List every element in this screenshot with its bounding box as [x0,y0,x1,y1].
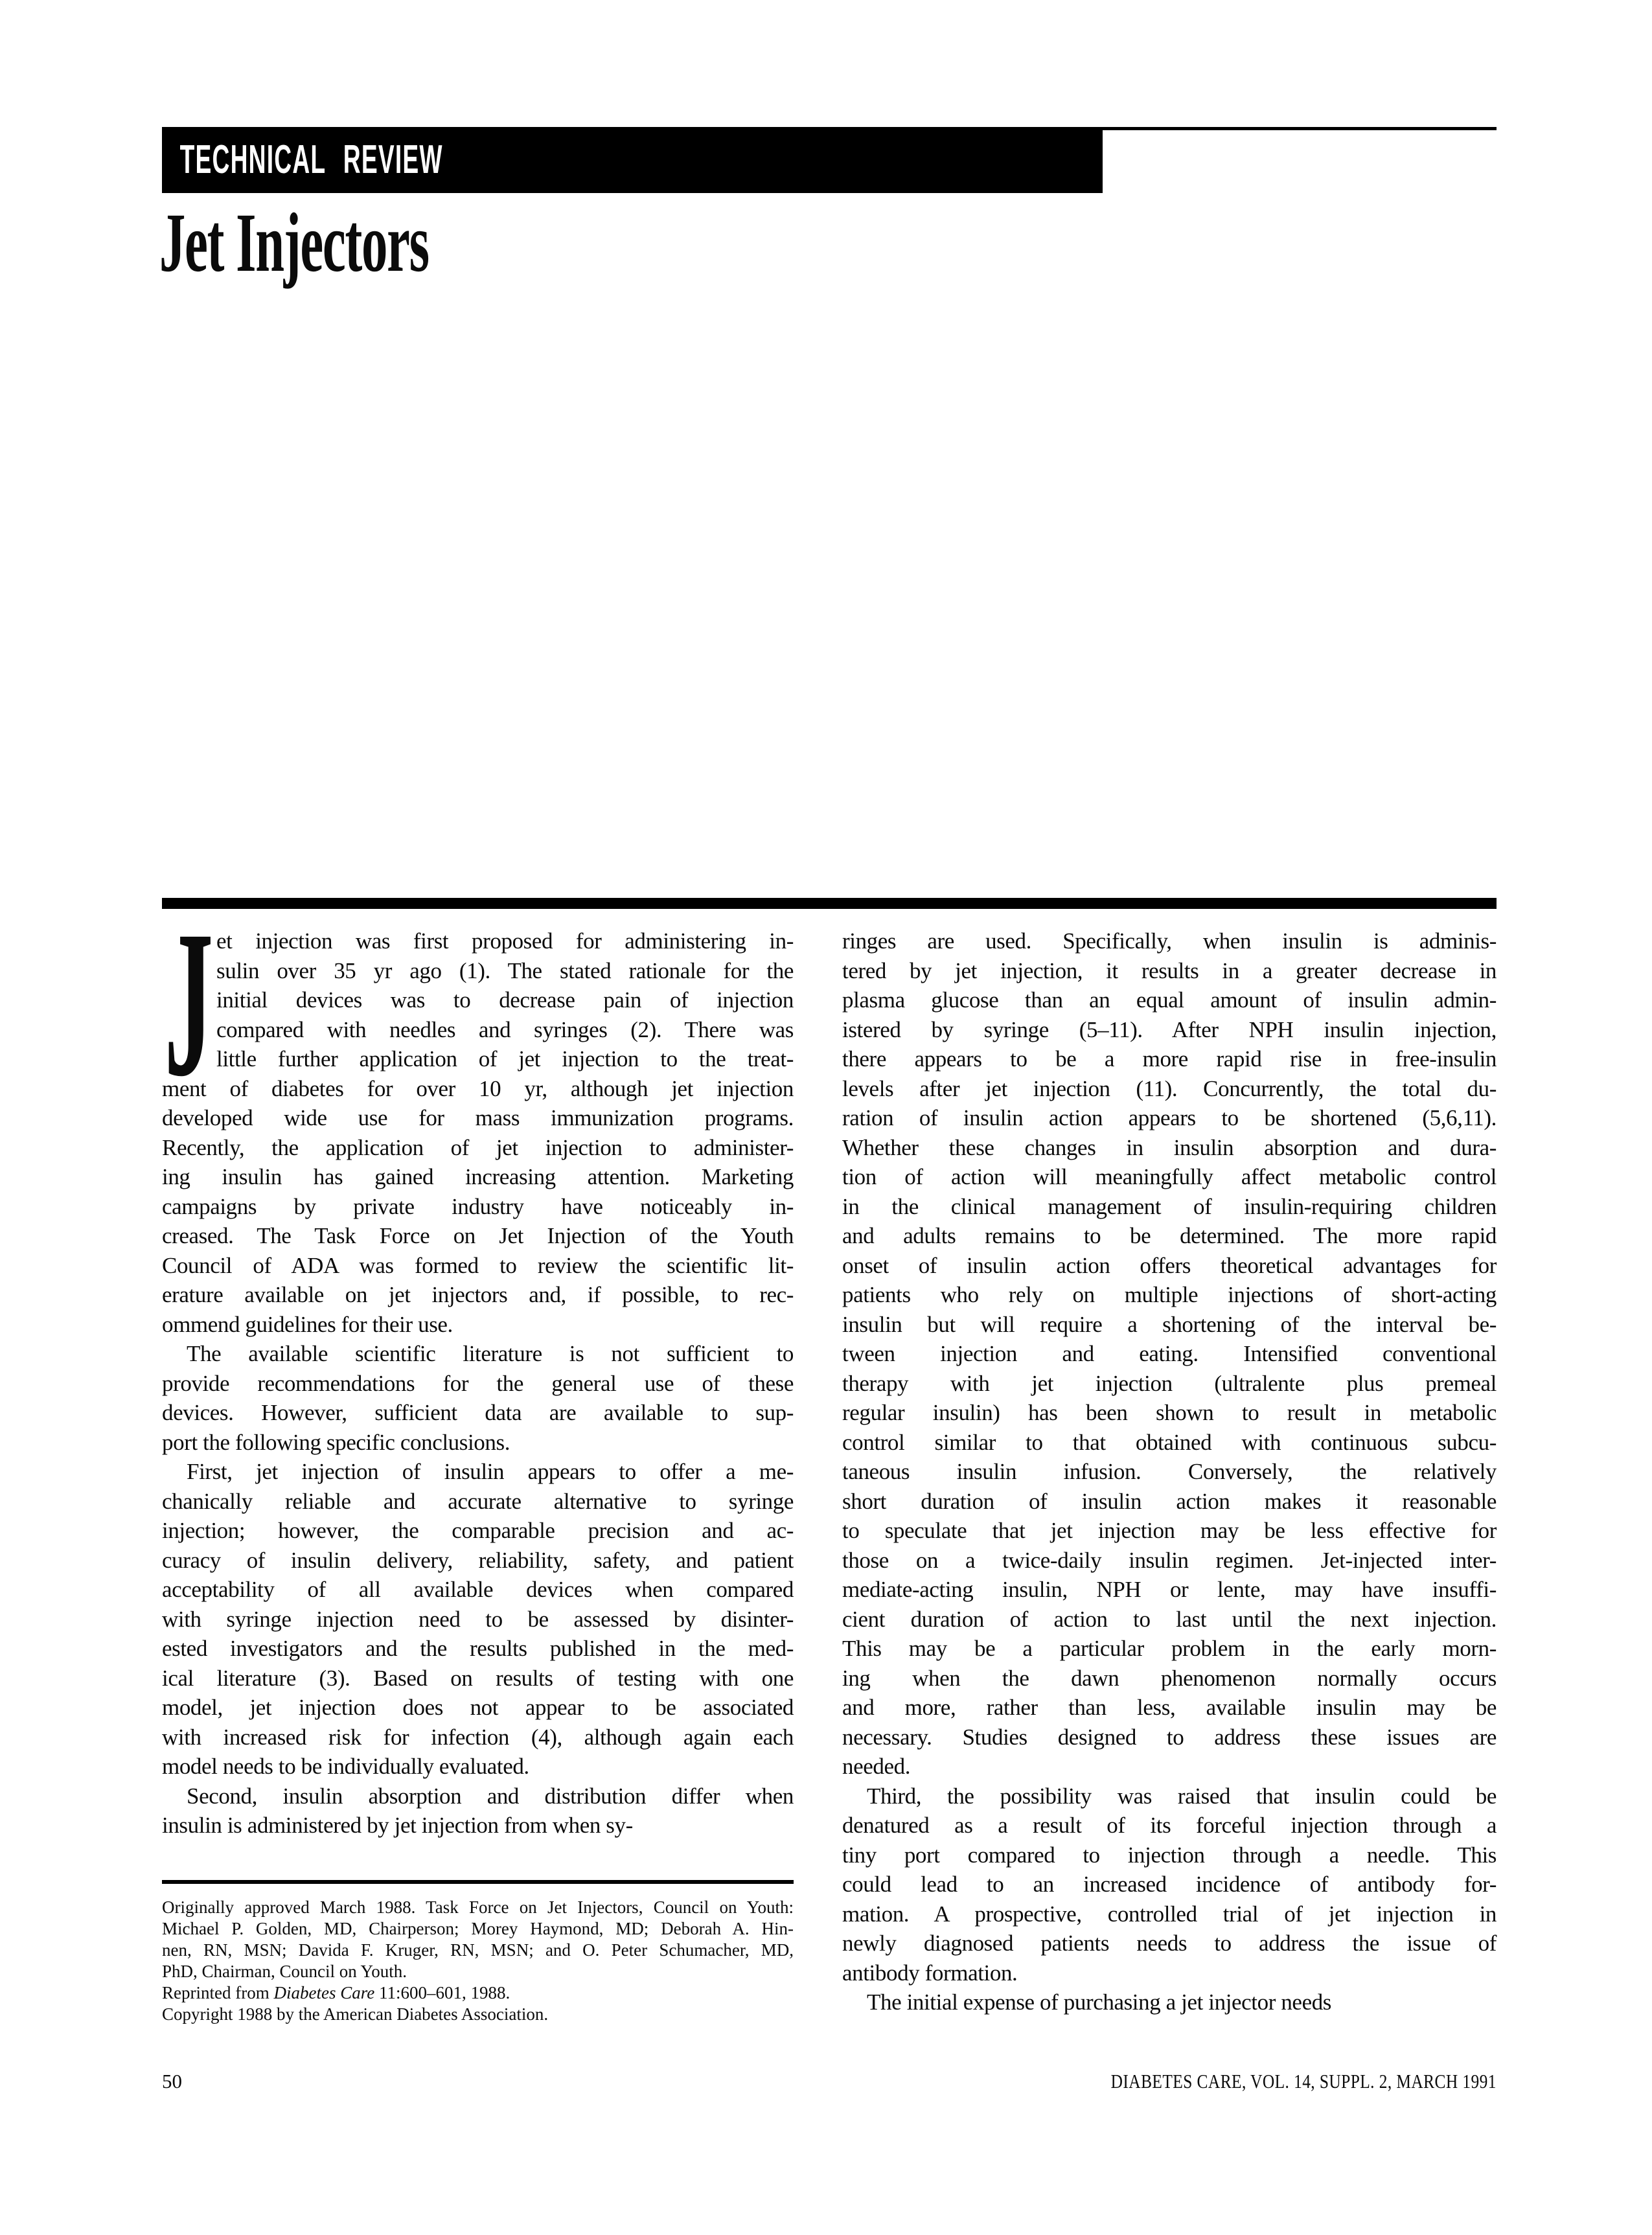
paragraph-intro [162,926,794,1339]
text-line: ested investigators and the results published in the med- [162,1636,794,1661]
text-line: ing when the dawn phenomenon normally occurs [842,1665,1497,1691]
text-line: needed. [842,1754,911,1779]
text-line: taneous insulin infusion. Conversely, the relatively [842,1459,1497,1484]
footnote-approval [162,1897,794,1982]
left-column [162,887,794,2017]
section-banner-label: TECHNICAL REVIEW [179,137,443,182]
text-line: campaigns by private industry have noticeably in- [162,1193,794,1219]
journal-citation: DIABETES CARE, VOL. 14, SUPPL. 2, MARCH 1991 [1110,2070,1497,2092]
text-line: sulin over 35 yr ago (1). The stated rationale for the [216,957,794,983]
text-line: Council of ADA was formed to review the scientific lit- [162,1252,794,1278]
paragraph-third-conclusion [842,1782,1497,1988]
text-line: levels after jet injection (11). Concurrently, the total du- [842,1075,1497,1101]
text-line: First, jet injection of insulin appears to offer a me- [187,1459,794,1484]
text-line: short duration of insulin action makes it reasonable [842,1488,1497,1514]
section-banner [162,127,1103,193]
text-line: there appears to be a more rapid rise in free-insulin [842,1046,1497,1072]
text-line: nen, RN, MSN; Davida F. Kruger, RN, MSN; and O. Peter Schumacher, MD, [162,1940,794,1960]
footnote-reprint-prefix: Reprinted from [162,1983,274,2002]
text-line: tiny port compared to injection through a needle. This [842,1842,1497,1868]
text-line: to speculate that jet injection may be less effective for [842,1518,1497,1543]
text-line: mation. A prospective, controlled trial of jet injection in [842,1901,1497,1927]
text-line: PhD, Chairman, Council on Youth. [162,1962,407,1981]
text-line: port the following specific conclusions. [162,1429,511,1455]
text-line: initial devices was to decrease pain of injection [216,987,794,1013]
text-line: et injection was first proposed for administering in- [216,928,794,954]
paragraph-first-conclusion [162,1457,794,1782]
dropcap-letter: J [165,887,213,1120]
text-line: developed wide use for mass immunization programs. [162,1105,794,1130]
text-line: Whether these changes in insulin absorption and dura- [842,1134,1497,1160]
text-line: provide recommendations for the general use of these [162,1370,794,1396]
text-line: ration of insulin action appears to be shortened (5,6,11). [842,1105,1497,1130]
text-line: mediate-acting insulin, NPH or lente, may have insuffi- [842,1577,1497,1602]
text-line: Third, the possibility was raised that insulin could be [867,1783,1497,1809]
text-line: ment of diabetes for over 10 yr, although jet injection [162,1075,794,1101]
text-line: insulin but will require a shortening of the interval be- [842,1311,1497,1337]
paragraph-expense-start [842,1988,1497,2017]
text-line: tion of action will meaningfully affect metabolic control [842,1164,1497,1189]
text-line: The available scientific literature is not sufficient to [187,1341,794,1366]
text-line: istered by syringe (5–11). After NPH insulin injection, [842,1016,1497,1042]
text-line: cient duration of action to last until the next injection. [842,1606,1497,1632]
text-line: with syringe injection need to be assessed by disinter- [162,1606,794,1632]
text-line: could lead to an increased incidence of antibody for- [842,1872,1497,1897]
footnote-reprint-journal: Diabetes Care [273,1983,375,2002]
text-line: ringes are used. Specifically, when insulin is adminis- [842,928,1497,954]
text-line: curacy of insulin delivery, reliability, safety, and patient [162,1547,794,1573]
text-line: with increased risk for infection (4), although again each [162,1724,794,1750]
text-line: ing insulin has gained increasing attention. Marketing [162,1164,794,1189]
text-line: therapy with jet injection (ultralente plus premeal [842,1370,1497,1396]
text-line: injection; however, the comparable precision and ac- [162,1518,794,1543]
paragraph-second-conclusion-cont [842,926,1497,1782]
text-line: The initial expense of purchasing a jet injector needs [867,1989,1332,2015]
text-line: Second, insulin absorption and distribution differ when [187,1783,794,1809]
right-column [842,926,1497,2017]
footnote-copyright: Copyright 1988 by the American Diabetes Association. [162,2004,549,2024]
column-top-rule [162,898,1497,909]
text-line: erature available on jet injectors and, if possible, to rec- [162,1282,794,1307]
text-line: tered by jet injection, it results in a greater decrease in [842,957,1497,983]
text-line: those on a twice-daily insulin regimen. Jet-injected inter- [842,1547,1497,1573]
text-line: and adults remains to be determined. The more rapid [842,1223,1497,1248]
text-line: plasma glucose than an equal amount of insulin admin- [842,987,1497,1013]
text-line: compared with needles and syringes (2). There was [216,1016,794,1042]
text-line: in the clinical management of insulin-requiring children [842,1193,1497,1219]
footnote-reprint [162,1982,794,2004]
text-line: acceptability of all available devices when compared [162,1577,794,1602]
footnote-reprint-suffix: 11:600–601, 1988. [374,1983,511,2002]
text-line: Michael P. Golden, MD, Chairperson; Morey Haymond, MD; Deborah A. Hin- [162,1919,794,1938]
text-line: devices. However, sufficient data are available to sup- [162,1400,794,1425]
paragraph-second-conclusion-start [162,1782,794,1840]
text-line: onset of insulin action offers theoretical advantages for [842,1252,1497,1278]
text-line: chanically reliable and accurate alternative to syringe [162,1488,794,1514]
header-rule [1103,127,1497,130]
article-title: Jet Injectors [159,196,429,290]
article-body [162,887,1497,2017]
text-line: creased. The Task Force on Jet Injection of the Youth [162,1223,794,1248]
text-line: tween injection and eating. Intensified conventional [842,1341,1497,1366]
text-line: ommend guidelines for their use. [162,1311,453,1337]
page-footer [162,2070,1497,2092]
text-line: patients who rely on multiple injections of short-acting [842,1282,1497,1307]
text-line: little further application of jet injection to the treat- [216,1046,794,1072]
text-line: insulin is administered by jet injection from when sy- [162,1813,633,1838]
footnote-rule [162,1880,794,1884]
text-line: control similar to that obtained with continuous subcu- [842,1429,1497,1455]
text-line: antibody formation. [842,1960,1018,1986]
text-line: ical literature (3). Based on results of testing with one [162,1665,794,1691]
text-line: and more, rather than less, available insulin may be [842,1695,1497,1720]
text-line: regular insulin) has been shown to result in metabolic [842,1400,1497,1425]
page-number: 50 [162,2070,182,2092]
text-line: newly diagnosed patients needs to address the issue of [842,1931,1497,1956]
text-line: model, jet injection does not appear to be associated [162,1695,794,1720]
text-line: model needs to be individually evaluated. [162,1754,529,1779]
text-line: Recently, the application of jet injection to administer- [162,1134,794,1160]
paragraph-literature [162,1339,794,1457]
text-line: This may be a particular problem in the early morn- [842,1636,1497,1661]
text-line: denatured as a result of its forceful injection through a [842,1813,1497,1838]
footnote-block [162,1880,794,2025]
text-line: necessary. Studies designed to address these issues are [842,1724,1497,1750]
text-line: Originally approved March 1988. Task Force on Jet Injectors, Council on Youth: [162,1897,794,1917]
